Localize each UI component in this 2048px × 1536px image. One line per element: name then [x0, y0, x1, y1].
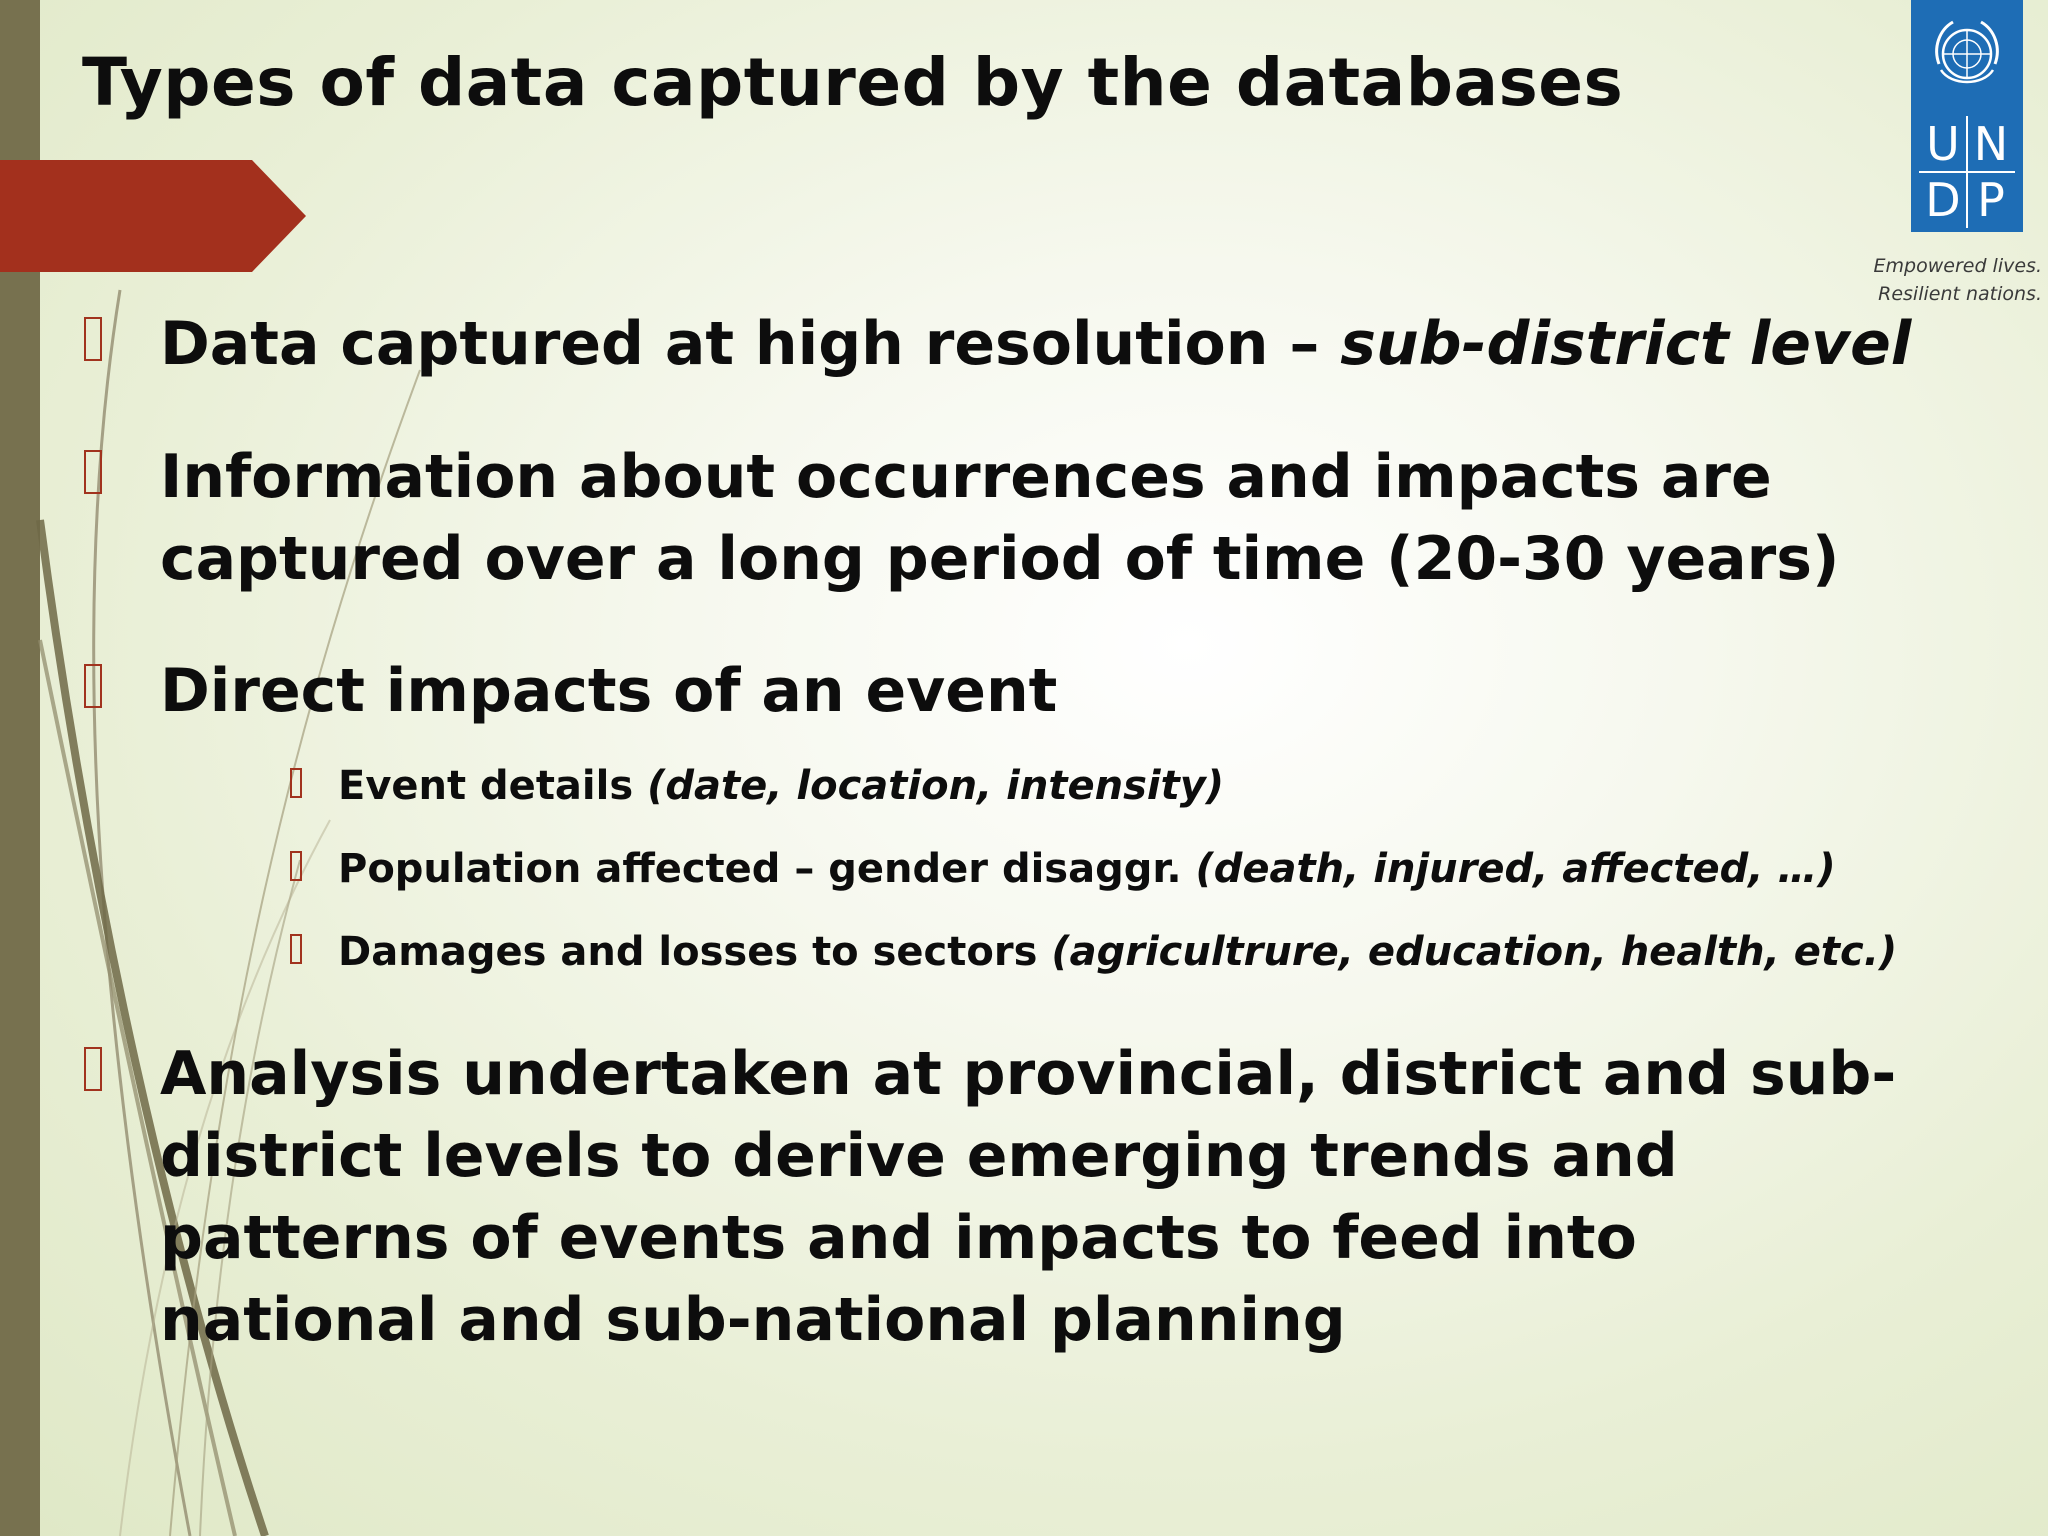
title-arrow-shape [0, 160, 310, 272]
bullet-text: Direct impacts of an event [160, 656, 1058, 726]
sub-bullet-marker-icon [290, 934, 302, 964]
logo-letter-n: N [1973, 117, 2009, 171]
undp-tagline [1874, 252, 2042, 308]
bullet-resolution [160, 303, 1920, 385]
un-emblem-icon [1927, 14, 2007, 94]
sub-bullet-event-details [338, 758, 1938, 814]
logo-letter-d: D [1925, 173, 1961, 227]
sub-bullet-marker-icon [290, 851, 302, 881]
tagline-line-1: Empowered lives. [1873, 255, 2042, 277]
sub-bullet-marker-icon [290, 768, 302, 798]
undp-logo [1911, 0, 2023, 232]
sub-bullet-emphasis: (date, location, intensity) [647, 763, 1225, 809]
bullet-marker-icon [84, 317, 102, 361]
tagline-line-2: Resilient nations. [1878, 283, 2042, 305]
bullet-text: Information about occurrences and impacts are captured over a long period of time (20-30 years) [160, 442, 1840, 594]
bullet-time-period [160, 436, 1920, 600]
bullet-marker-icon [84, 450, 102, 494]
undp-logo-box [1911, 0, 2023, 232]
bullet-text: Data captured at high resolution – [160, 309, 1341, 379]
sub-bullet-damages [338, 924, 1938, 980]
bullet-analysis [160, 1033, 1920, 1361]
undp-letter-grid [1919, 116, 2015, 228]
bullet-marker-icon [84, 1047, 102, 1091]
sub-bullet-emphasis: (death, injured, affected, …) [1195, 846, 1836, 892]
logo-divider-horizontal [1919, 171, 2015, 173]
sub-bullet-emphasis: (agricultrure, education, health, etc.) [1051, 929, 1898, 975]
bullet-emphasis: sub-district level [1340, 309, 1912, 379]
slide-title: Types of data captured by the databases [82, 44, 1624, 121]
bullet-marker-icon [84, 664, 102, 708]
sub-bullet-text: Damages and losses to sectors [338, 929, 1052, 975]
bullet-direct-impacts [160, 650, 1920, 732]
bullet-text: Analysis undertaken at provincial, district and sub-district levels to derive emerging trends and patterns of events and impacts to feed into national and sub-national planning [160, 1039, 1897, 1355]
sub-bullet-population [338, 841, 1938, 897]
sub-bullet-text: Event details [338, 763, 648, 809]
logo-letter-u: U [1926, 117, 1960, 171]
sub-bullet-text: Population affected – gender disaggr. [338, 846, 1196, 892]
logo-letter-p: P [1977, 173, 2005, 227]
